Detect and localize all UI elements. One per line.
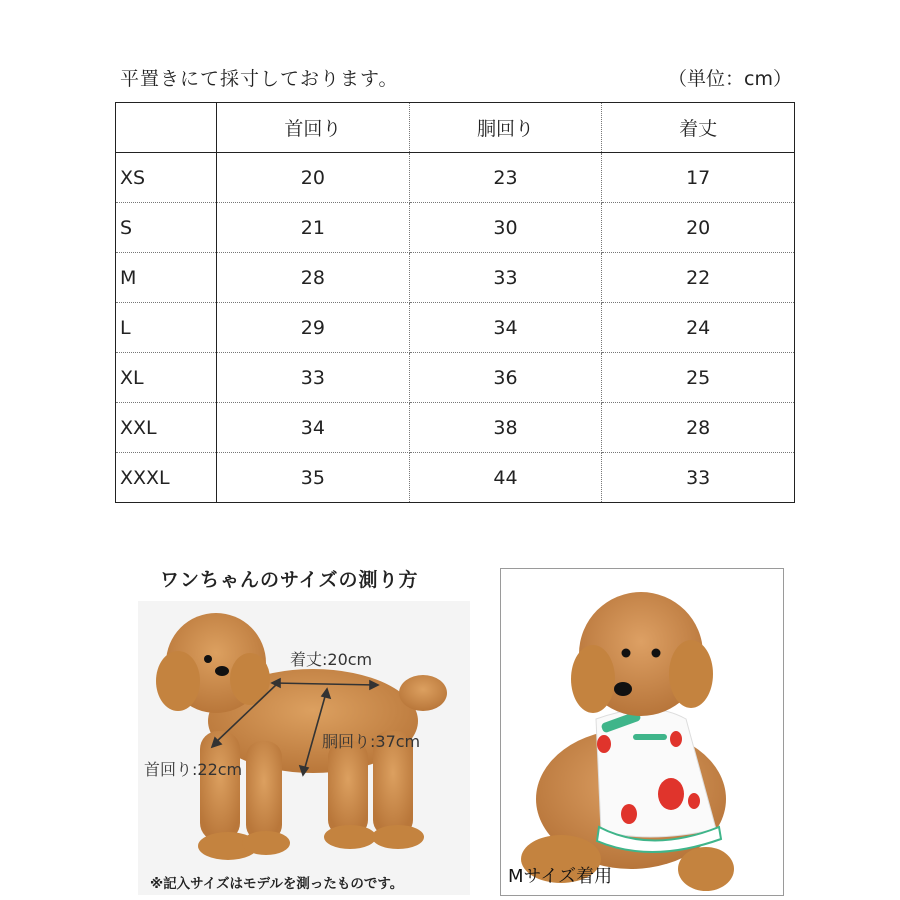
- size-name: XXL: [116, 403, 217, 453]
- table-cell: 24: [602, 303, 795, 353]
- table-row: [116, 253, 795, 303]
- table-cell: 20: [602, 203, 795, 253]
- size-name: S: [116, 203, 217, 253]
- model-photo: [500, 568, 784, 896]
- table-cell: 34: [217, 403, 410, 453]
- size-name: XXXL: [116, 453, 217, 503]
- neck-label: 首回り:22cm: [144, 760, 243, 779]
- table-cell: 38: [409, 403, 602, 453]
- table-cell: 29: [217, 303, 410, 353]
- table-header-row: [116, 103, 795, 153]
- size-name: M: [116, 253, 217, 303]
- table-header-cell: [116, 103, 217, 153]
- measurement-note: ※記入サイズはモデルを測ったものです。: [150, 876, 404, 892]
- length-label: 着丈:20cm: [290, 650, 373, 669]
- table-header-cell: 首回り: [217, 103, 410, 153]
- measurement-guide-title: ワンちゃんのサイズの測り方: [160, 569, 419, 591]
- table-row: [116, 403, 795, 453]
- model-dog-illustration: [501, 569, 783, 895]
- table-cell: 23: [409, 153, 602, 203]
- table-cell: 25: [602, 353, 795, 403]
- table-cell: 33: [409, 253, 602, 303]
- measurement-photo: [138, 601, 470, 895]
- table-cell: 22: [602, 253, 795, 303]
- table-cell: 28: [602, 403, 795, 453]
- table-row: [116, 353, 795, 403]
- table-row: [116, 453, 795, 503]
- table-cell: 17: [602, 153, 795, 203]
- table-cell: 35: [217, 453, 410, 503]
- table-header-cell: 着丈: [602, 103, 795, 153]
- table-cell: 20: [217, 153, 410, 203]
- table-cell: 33: [217, 353, 410, 403]
- table-cell: 30: [409, 203, 602, 253]
- table-cell: 21: [217, 203, 410, 253]
- measure-method-note: 平置きにて採寸しております。: [120, 68, 399, 90]
- unit-label: （単位：cm）: [668, 68, 792, 90]
- table-row: [116, 203, 795, 253]
- table-row: [116, 153, 795, 203]
- size-name: XL: [116, 353, 217, 403]
- model-size-caption: Mサイズ着用: [508, 866, 613, 887]
- table-header-cell: 胴回り: [409, 103, 602, 153]
- waist-label: 胴回り:37cm: [322, 732, 421, 751]
- table-cell: 28: [217, 253, 410, 303]
- table-cell: 33: [602, 453, 795, 503]
- size-name: XS: [116, 153, 217, 203]
- size-table: [115, 102, 795, 503]
- table-cell: 36: [409, 353, 602, 403]
- table-cell: 44: [409, 453, 602, 503]
- table-row: [116, 303, 795, 353]
- table-cell: 34: [409, 303, 602, 353]
- size-name: L: [116, 303, 217, 353]
- poodle-illustration: [138, 601, 470, 895]
